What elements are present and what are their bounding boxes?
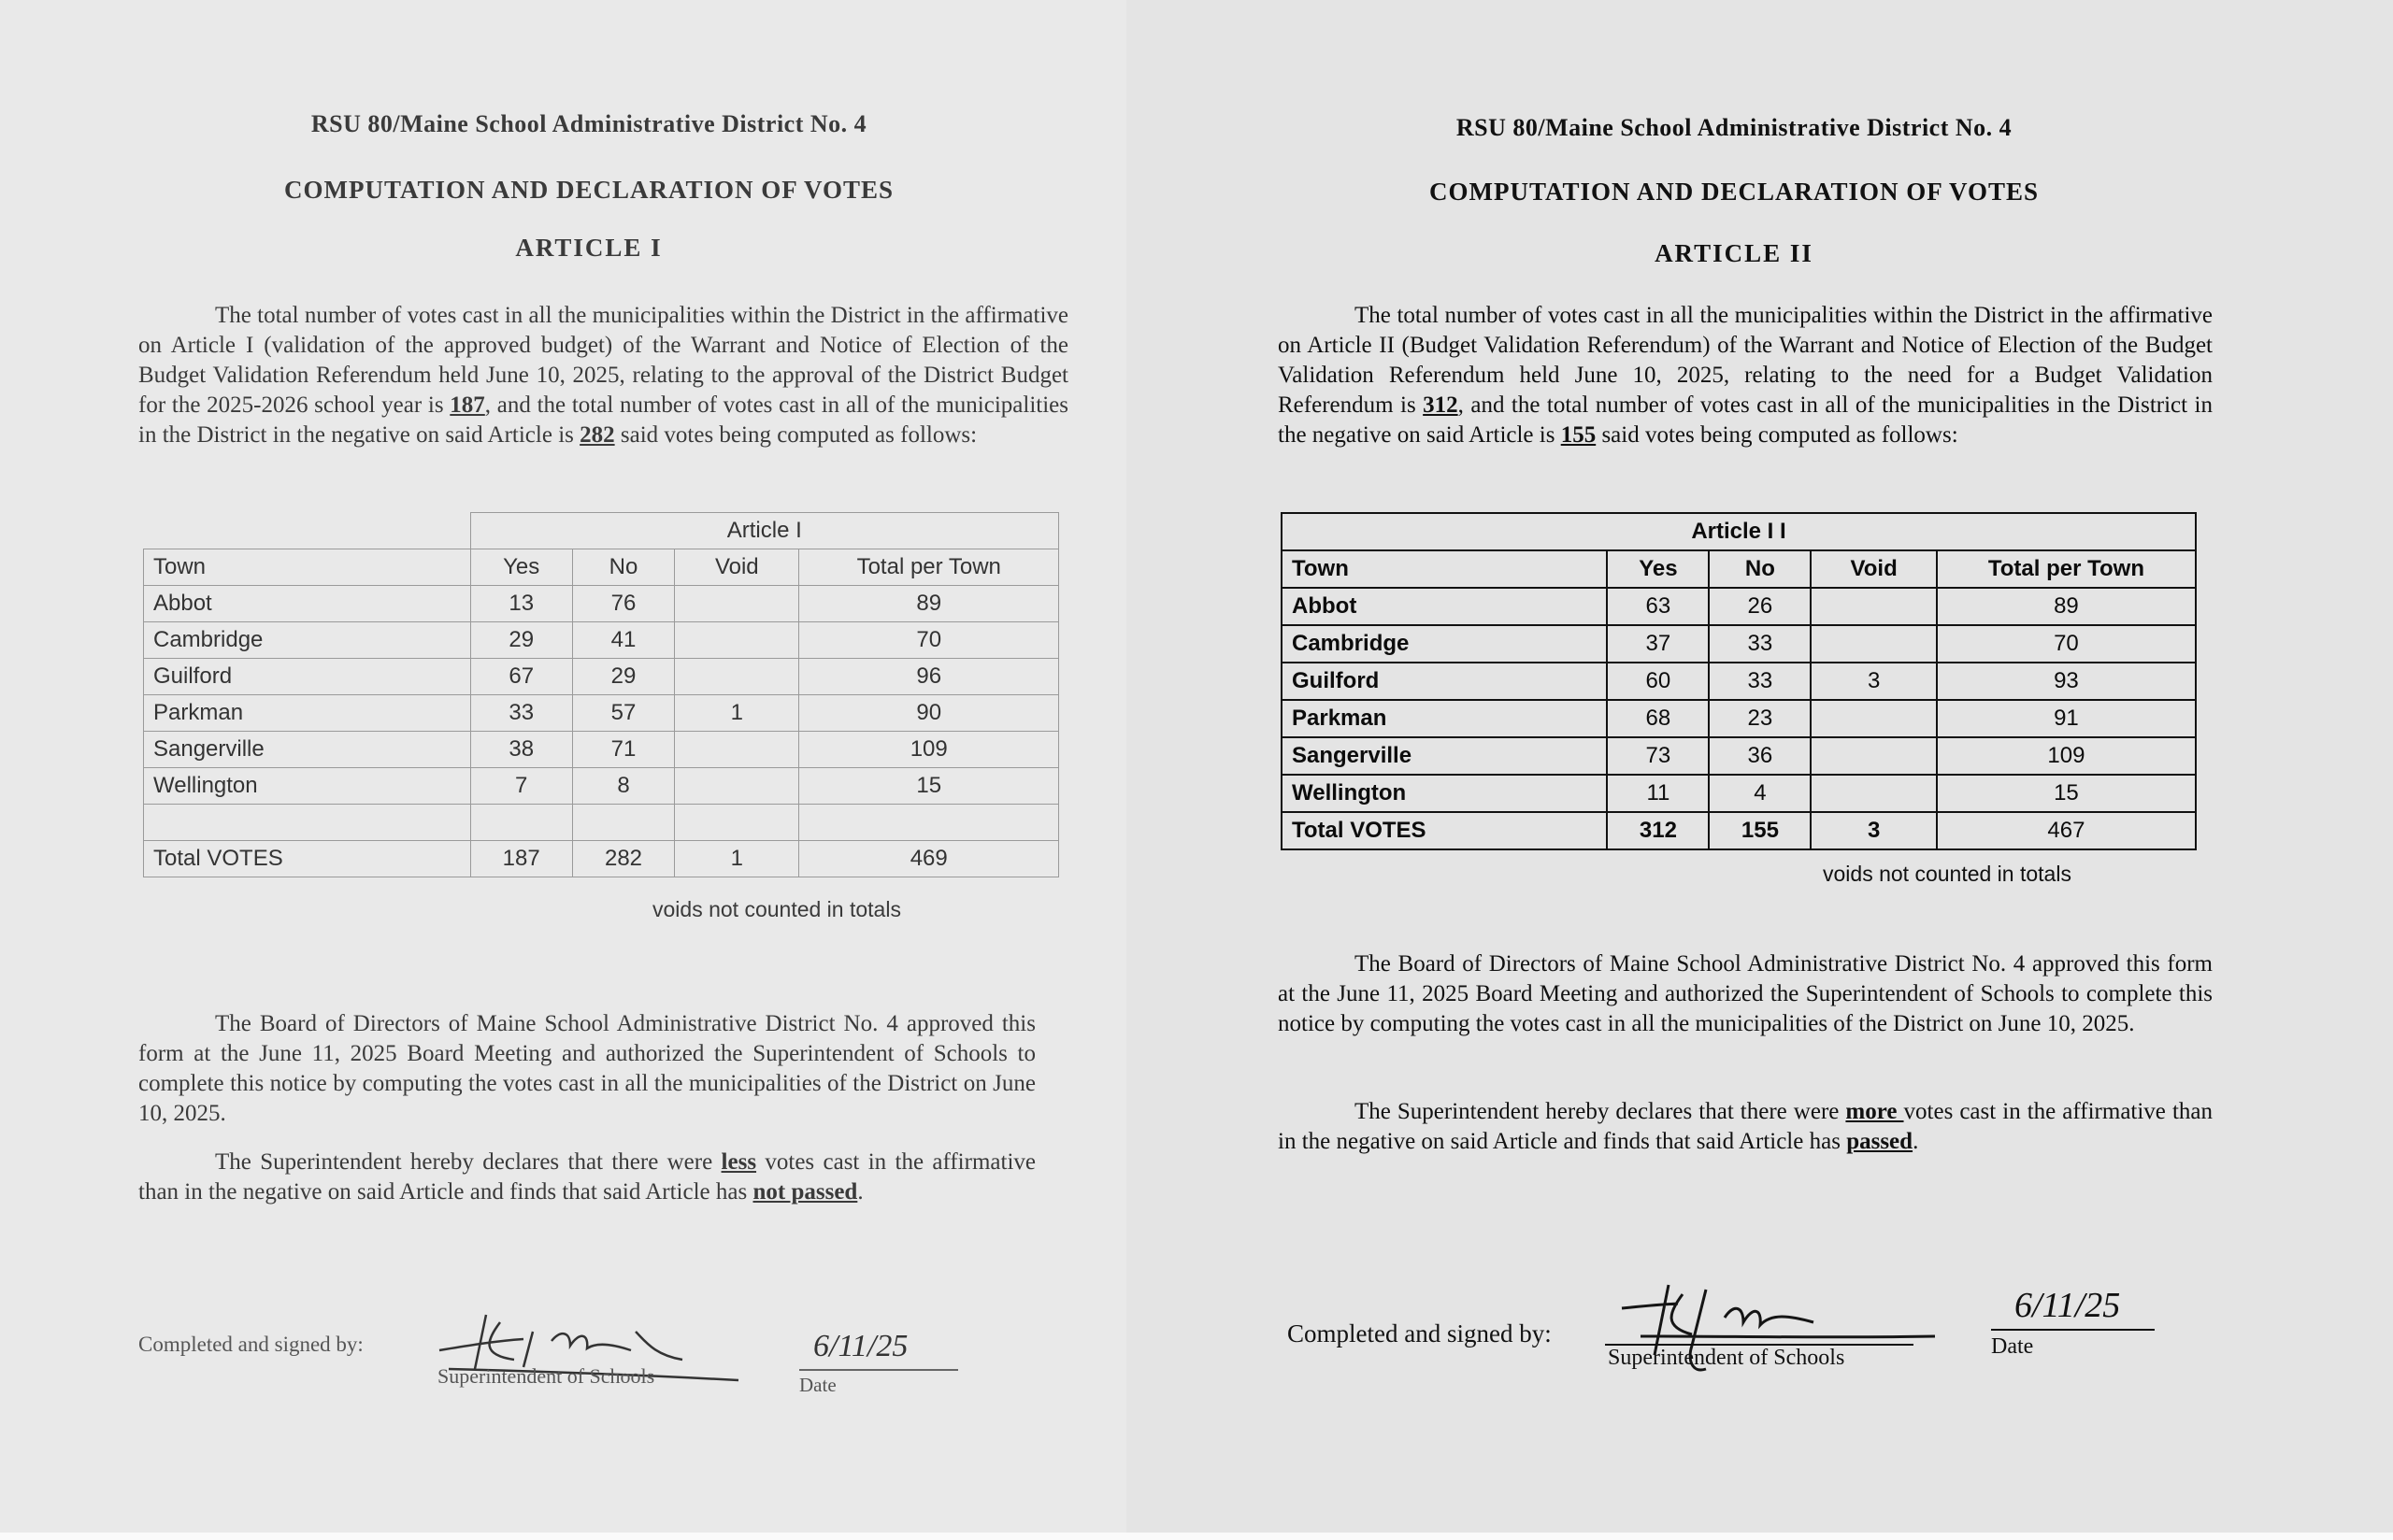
void-cell bbox=[675, 732, 799, 768]
date-caption: Date bbox=[799, 1374, 837, 1396]
no-cell: 33 bbox=[1709, 625, 1811, 663]
approval-paragraph: The Board of Directors of Maine School Administrative District No. 4 approved this form at the June 11, 2025 Board Meeting and authorized the Superintendent of Schools to complete this notice by computing the votes cast in all the municipalities of the District on June 10, 2025. bbox=[138, 1011, 1036, 1126]
void-cell: 3 bbox=[1811, 663, 1936, 700]
town-cell: Guilford bbox=[144, 659, 471, 695]
total-cell bbox=[799, 805, 1059, 841]
yes-cell: 11 bbox=[1607, 775, 1709, 812]
votes-table bbox=[143, 512, 1059, 877]
total-label: Total VOTES bbox=[1282, 812, 1607, 849]
town-cell: Parkman bbox=[144, 695, 471, 732]
town-cell: Sangerville bbox=[1282, 737, 1607, 775]
date-caption: Date bbox=[1991, 1334, 2034, 1359]
town-cell: Abbot bbox=[1282, 588, 1607, 625]
no-cell: 23 bbox=[1709, 700, 1811, 737]
total-cell: 15 bbox=[1937, 775, 2196, 812]
column-header: Yes bbox=[1607, 550, 1709, 588]
table-row bbox=[144, 768, 1059, 805]
yes-cell: 29 bbox=[470, 622, 572, 659]
document-heading: COMPUTATION AND DECLARATION OF VOTES bbox=[1428, 178, 2040, 206]
total-cell: 91 bbox=[1937, 700, 2196, 737]
table-title: Article I bbox=[470, 513, 1058, 549]
signed-by-label: Completed and signed by: bbox=[1287, 1319, 1552, 1348]
table-row bbox=[144, 732, 1059, 768]
table-total-row bbox=[1282, 812, 2196, 849]
no-cell: 33 bbox=[1709, 663, 1811, 700]
yes-cell: 33 bbox=[470, 695, 572, 732]
column-header: Void bbox=[1811, 550, 1936, 588]
void-cell bbox=[675, 805, 799, 841]
void-cell bbox=[675, 622, 799, 659]
town-cell: Parkman bbox=[1282, 700, 1607, 737]
town-cell: Wellington bbox=[144, 768, 471, 805]
approval-paragraph: The Board of Directors of Maine School Administrative District No. 4 approved this form at the June 11, 2025 Board Meeting and authorized the Superintendent of Schools to complete this notice by computing the votes cast in all the municipalities of the District on June 10, 2025. bbox=[1278, 951, 2213, 1036]
declaration-result: not passed bbox=[752, 1179, 858, 1205]
total-label: Total VOTES bbox=[144, 841, 471, 877]
no-cell: 76 bbox=[572, 586, 674, 622]
yes-cell: 63 bbox=[1607, 588, 1709, 625]
column-header: Town bbox=[1282, 550, 1607, 588]
column-header: Yes bbox=[470, 549, 572, 586]
table-row bbox=[1282, 663, 2196, 700]
no-cell: 4 bbox=[1709, 775, 1811, 812]
grand-total-cell: 467 bbox=[1937, 812, 2196, 849]
yes-cell bbox=[470, 805, 572, 841]
void-cell bbox=[1811, 700, 1936, 737]
yes-cell: 67 bbox=[470, 659, 572, 695]
total-cell: 93 bbox=[1937, 663, 2196, 700]
superintendent-caption: Superintendent of Schools bbox=[437, 1364, 655, 1388]
column-header: Total per Town bbox=[1937, 550, 2196, 588]
table-row bbox=[1282, 588, 2196, 625]
no-total: 282 bbox=[580, 422, 615, 448]
table-row bbox=[144, 586, 1059, 622]
void-cell bbox=[675, 768, 799, 805]
yes-cell: 73 bbox=[1607, 737, 1709, 775]
total-cell: 89 bbox=[799, 586, 1059, 622]
total-cell: 89 bbox=[1937, 588, 2196, 625]
void-total-cell: 3 bbox=[1811, 812, 1936, 849]
no-total: 155 bbox=[1560, 422, 1597, 448]
yes-total-cell: 312 bbox=[1607, 812, 1709, 849]
total-cell: 109 bbox=[799, 732, 1059, 768]
town-cell: Wellington bbox=[1282, 775, 1607, 812]
article-2-page bbox=[1126, 0, 2393, 1533]
total-cell: 90 bbox=[799, 695, 1059, 732]
no-cell: 26 bbox=[1709, 588, 1811, 625]
table-row bbox=[144, 622, 1059, 659]
no-cell: 71 bbox=[572, 732, 674, 768]
total-cell: 70 bbox=[799, 622, 1059, 659]
yes-cell: 37 bbox=[1607, 625, 1709, 663]
signed-date: 6/11/25 bbox=[2014, 1286, 2121, 1325]
declaration-word: less bbox=[721, 1149, 757, 1175]
declaration-word: more bbox=[1845, 1099, 1904, 1124]
table-header-row bbox=[144, 549, 1059, 586]
no-cell bbox=[572, 805, 674, 841]
declaration-result: passed bbox=[1846, 1129, 1913, 1154]
voids-note: voids not counted in totals bbox=[652, 897, 901, 921]
table-title: Article I I bbox=[1282, 513, 2196, 550]
yes-total-cell: 187 bbox=[470, 841, 572, 877]
void-cell bbox=[1811, 625, 1936, 663]
table-row bbox=[1282, 625, 2196, 663]
votes-table bbox=[1281, 512, 2197, 850]
yes-cell: 7 bbox=[470, 768, 572, 805]
total-cell: 109 bbox=[1937, 737, 2196, 775]
no-cell: 29 bbox=[572, 659, 674, 695]
void-cell bbox=[1811, 588, 1936, 625]
table-header-row bbox=[1282, 550, 2196, 588]
document-heading: COMPUTATION AND DECLARATION OF VOTES bbox=[283, 176, 895, 204]
no-cell: 36 bbox=[1709, 737, 1811, 775]
column-header: Void bbox=[675, 549, 799, 586]
voids-note: voids not counted in totals bbox=[1823, 862, 2071, 886]
total-cell: 96 bbox=[799, 659, 1059, 695]
town-cell bbox=[144, 805, 471, 841]
article-heading: ARTICLE II bbox=[1655, 239, 1813, 267]
article-1-page bbox=[0, 0, 1126, 1533]
void-cell bbox=[1811, 775, 1936, 812]
yes-cell: 68 bbox=[1607, 700, 1709, 737]
yes-cell: 38 bbox=[470, 732, 572, 768]
column-header: No bbox=[1709, 550, 1811, 588]
yes-total: 187 bbox=[450, 392, 485, 418]
no-total-cell: 155 bbox=[1709, 812, 1811, 849]
town-cell: Cambridge bbox=[144, 622, 471, 659]
void-cell bbox=[675, 659, 799, 695]
column-header: Town bbox=[144, 549, 471, 586]
yes-cell: 13 bbox=[470, 586, 572, 622]
table-total-row bbox=[144, 841, 1059, 877]
yes-total: 312 bbox=[1423, 392, 1458, 418]
grand-total-cell: 469 bbox=[799, 841, 1059, 877]
intro-paragraph: The total number of votes cast in all the municipalities within the District in the affirmative on Article II (Budget Validation Referendum) of the Warrant and Notice of Election of the Budget Validation Referendum held June 10, 2025, relating to the need for a Budget Validation Referendum is 312, and the total number of votes cast in all of the municipalities in the District in the negative on said Article is 155 said votes being computed as follows: bbox=[1278, 303, 2214, 448]
town-cell: Guilford bbox=[1282, 663, 1607, 700]
town-cell: Abbot bbox=[144, 586, 471, 622]
total-cell: 70 bbox=[1937, 625, 2196, 663]
no-cell: 41 bbox=[572, 622, 674, 659]
signed-by-label: Completed and signed by: bbox=[138, 1333, 364, 1356]
column-header: Total per Town bbox=[799, 549, 1059, 586]
total-cell: 15 bbox=[799, 768, 1059, 805]
district-title: RSU 80/Maine School Administrative District No. 4 bbox=[1455, 114, 2013, 141]
void-cell bbox=[1811, 737, 1936, 775]
signed-date: 6/11/25 bbox=[813, 1329, 909, 1363]
article-heading: ARTICLE I bbox=[515, 234, 663, 262]
declaration-paragraph: The Superintendent hereby declares that there were more votes cast in the affirmative than in the negative on said Article and finds that said Article has passed. bbox=[1278, 1099, 2213, 1154]
district-title: RSU 80/Maine School Administrative District No. 4 bbox=[310, 110, 867, 137]
no-cell: 57 bbox=[572, 695, 674, 732]
town-cell: Cambridge bbox=[1282, 625, 1607, 663]
table-row bbox=[144, 695, 1059, 732]
yes-cell: 60 bbox=[1607, 663, 1709, 700]
table-row-blank bbox=[144, 805, 1059, 841]
void-cell bbox=[675, 586, 799, 622]
column-header: No bbox=[572, 549, 674, 586]
table-row bbox=[144, 659, 1059, 695]
no-cell: 8 bbox=[572, 768, 674, 805]
table-row bbox=[1282, 737, 2196, 775]
void-cell: 1 bbox=[675, 695, 799, 732]
superintendent-caption: Superintendent of Schools bbox=[1608, 1346, 1845, 1370]
table-row bbox=[1282, 775, 2196, 812]
table-row bbox=[1282, 700, 2196, 737]
intro-paragraph: The total number of votes cast in all the municipalities within the District in the affirmative on Article I (validation of the approved budget) of the Warrant and Notice of Election of the Budget Validation Referendum held June 10, 2025, relating to the approval of the District Budget for the 2025-2026 school year is 187, and the total number of votes cast in all of the municipalities in the District in the negative on said Article is 282 said votes being computed as follows: bbox=[138, 303, 1069, 448]
scan-edge bbox=[0, 1533, 2393, 1540]
void-total-cell: 1 bbox=[675, 841, 799, 877]
declaration-paragraph: The Superintendent hereby declares that there were less votes cast in the affirmative than in the negative on said Article and finds that said Article has not passed. bbox=[138, 1149, 1036, 1205]
town-cell: Sangerville bbox=[144, 732, 471, 768]
no-total-cell: 282 bbox=[572, 841, 674, 877]
